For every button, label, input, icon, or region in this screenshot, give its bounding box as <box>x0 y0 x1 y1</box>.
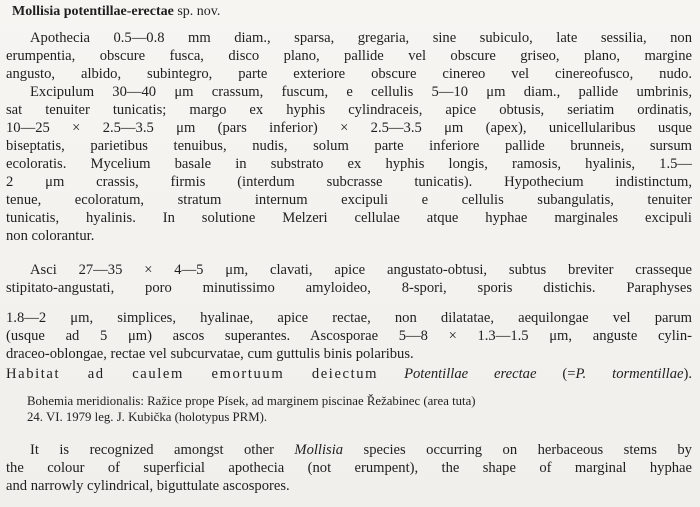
excipulum-line-3: 10—25 × 2.5—3.5 μm (pars inferior) × 2.5—3.5 μm (apex), unicellularibus usque <box>6 120 692 136</box>
excipulum-line-5: ecoloratis. Mycelium basale in substrato ex hyphis longis, ramosis, hyalinis, 1.5— <box>6 156 692 172</box>
apothecia-line-1: Apothecia 0.5—0.8 mm diam., sparsa, gregaria, sine subiculo, late sessilia, non <box>30 30 692 46</box>
habitat-line <box>6 365 692 383</box>
note-line-1 <box>30 441 692 459</box>
excipulum-line-1: Excipulum 30—40 μm crassum, fuscum, e cellulis 5—10 μm diam., pallide umbrinis, <box>30 84 692 100</box>
host-name: Potentillae erectae <box>404 366 537 382</box>
excipulum-line-6: 2 μm crassis, firmis (interdum subcrasse tunicatis). Hypothecium indistinctum, <box>6 174 692 190</box>
specimen-line-2: 24. VI. 1979 leg. J. Kubička (holotypus PRM). <box>27 410 268 424</box>
note-line-2: the colour of superficial apothecia (not erumpent), the shape of marginal hyphae <box>6 460 692 476</box>
synonym-close: ). <box>683 366 692 382</box>
species-status: sp. nov. <box>177 4 221 19</box>
habitat-label: Habitat ad caulem emortuum deiectum <box>6 366 379 382</box>
apothecia-line-3: angusto, albido, subintegro, parte exteriore obscure cinereo vel cinereofusco, nudo. <box>6 66 692 82</box>
asci-line-5: draceo-oblongae, rectae vel subcurvatae, cum guttulis binis polaribus. <box>6 346 414 362</box>
note-text-b: species occurring on herbaceous stems by <box>363 442 692 458</box>
synonym-open: (= <box>562 366 576 382</box>
excipulum-line-4: biseptatis, parietibus tenuibus, nudis, solum parte inferiore pallide brunneis, sursum <box>6 138 692 154</box>
excipulum-line-2: sat tenuiter tunicatis; margo ex hyphis cylindraceis, apice obtusis, seriatim ordinatis, <box>6 102 692 118</box>
note-line-3: and narrowly cylindrical, biguttulate ascospores. <box>6 478 290 494</box>
asci-line-3: 1.8—2 μm, simplices, hyalinae, apice rectae, non dilatatae, aequilongae vel parum <box>6 310 692 326</box>
species-heading <box>12 3 220 21</box>
asci-line-4: (usque ad 5 μm) ascos superantes. Ascosporae 5—8 × 1.3—1.5 μm, anguste cylin- <box>6 328 692 344</box>
excipulum-line-9: non colorantur. <box>6 228 95 244</box>
asci-line-1: Asci 27—35 × 4—5 μm, clavati, apice angustato-obtusi, subtus breviter crasseque <box>30 262 692 278</box>
specimen-line-1: Bohemia meridionalis: Ražice prope Písek, ad marginem piscinae Řežabinec (area tuta) <box>27 394 476 408</box>
species-name: Mollisia potentillae-erectae <box>12 4 174 19</box>
apothecia-line-2: erumpentia, obscure fusca, disco plano, pallide vel obscure griseo, plano, margine <box>6 48 692 64</box>
excipulum-line-8: tunicatis, hyalinis. In solutione Melzeri cellulae atque hyphae marginales excipuli <box>6 210 692 226</box>
asci-line-2: stipitato-angustati, poro minutissimo amyloideo, 8-spori, sporis distichis. Paraphyses <box>6 280 692 296</box>
host-synonym: P. tormentillae <box>575 366 684 382</box>
note-text-a: It is recognized amongst other <box>30 442 274 458</box>
note-genus: Mollisia <box>294 442 344 458</box>
excipulum-line-7: tenue, ecoloratum, stratum internum excipuli e cellulis subangulatis, tenuiter <box>6 192 692 208</box>
